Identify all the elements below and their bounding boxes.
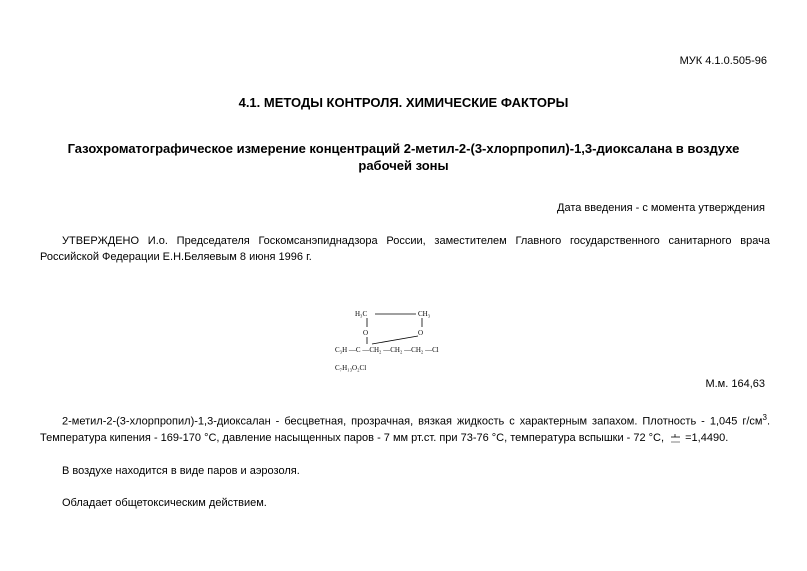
- properties-paragraph: [40, 410, 770, 446]
- structural-formula: [330, 305, 480, 375]
- formula-o-left: O: [363, 329, 369, 337]
- formula-molecular: C₇H₁₃O₂Cl: [335, 364, 367, 372]
- document-title: [50, 140, 757, 174]
- properties-text-line2: Температура кипения - 169-170 °С, давление насыщенных паров - 7 мм рт.ст. при 73-76 °С, температура вспышки - 72 °С,: [40, 431, 665, 444]
- refractive-index-value: =1,4490.: [685, 431, 729, 444]
- density-exponent: 3: [762, 413, 767, 422]
- formula-chain: C₃H —C —CH₂ —CH₂ —CH₂ —Cl: [335, 346, 439, 354]
- approval-text-line2: Российской Федерации Е.Н.Беляевым 8 июня 1996 г.: [40, 251, 312, 263]
- document-title-line1: Газохроматографическое измерение концентраций 2-метил-2-(3-хлорпропил)-1,3-диоксалана в воздухе: [67, 141, 740, 156]
- properties-text-line1-end: .: [766, 415, 770, 428]
- formula-ch3: CH₃: [418, 310, 431, 318]
- document-code: МУК 4.1.0.505-96: [679, 55, 767, 67]
- section-title: 4.1. МЕТОДЫ КОНТРОЛЯ. ХИМИЧЕСКИЕ ФАКТОРЫ: [238, 95, 569, 110]
- air-state-line: В воздухе находится в виде паров и аэрозоля.: [62, 465, 300, 477]
- document-title-line2: рабочей зоны: [358, 158, 449, 173]
- toxicity-line: Обладает общетоксическим действием.: [62, 497, 267, 509]
- molar-mass: М.м. 164,63: [705, 378, 765, 390]
- formula-bond-diagonal: [372, 336, 418, 344]
- refractive-index-symbol: [667, 433, 685, 443]
- formula-h3c: H₃C: [355, 310, 368, 318]
- approval-text-line1: УТВЕРЖДЕНО И.о. Председателя Госкомсанэпиднадзора России, заместителем Главного государственного санитарного врача: [62, 235, 770, 247]
- introduction-date: Дата введения - с момента утверждения: [557, 202, 765, 214]
- properties-text-line1: 2-метил-2-(3-хлорпропил)-1,3-диоксалан - бесцветная, прозрачная, вязкая жидкость с характерным запахом. Плотность - 1,045 г/см: [62, 415, 763, 428]
- formula-o-right: O: [418, 329, 424, 337]
- approval-paragraph: [40, 233, 770, 265]
